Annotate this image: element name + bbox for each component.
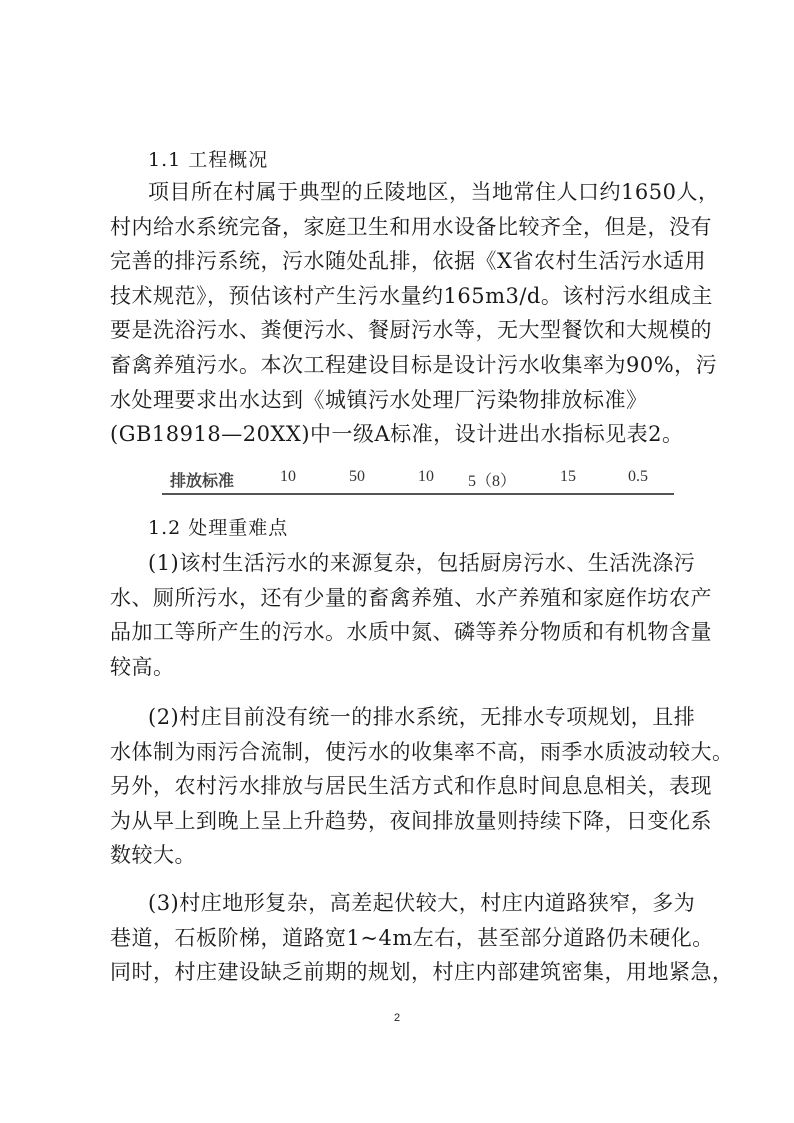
page-number: 2: [393, 1012, 401, 1024]
text-line: (GB18918—20XX)中一级A标准，设计进出水指标见表2。: [110, 422, 684, 447]
text-line: 项目所在村属于典型的丘陵地区，当地常住人口约1650人，: [148, 180, 720, 204]
text-line: 水体制为雨污合流制，使污水的收集率不高，雨季水质波动较大。: [110, 739, 734, 764]
table-cell: 10: [418, 468, 434, 485]
text-line: 完善的排污系统，污水随处乱排，依据《X省农村生活污水适用: [110, 249, 706, 274]
text-line: 另外，农村污水排放与居民生活方式和作息时间息息相关，表现: [110, 774, 712, 799]
text-line: 数较大。: [110, 843, 196, 868]
table-cell: 50: [349, 468, 365, 485]
table-cell: 10: [280, 468, 296, 485]
text-line: (1)该村生活污水的来源复杂，包括厨房污水、生活洗涤污: [148, 551, 696, 575]
text-line: 为从早上到晚上呈上升趋势，夜间排放量则持续下降，日变化系: [110, 808, 712, 833]
table-cell: 5（8）: [468, 473, 517, 490]
text-line: 巷道，石板阶梯，道路宽1~4m左右，甚至部分道路仍未硬化。: [110, 925, 714, 950]
text-line: 水、厕所污水，还有少量的畜禽养殖、水产养殖和家庭作坊农产: [110, 585, 712, 610]
table-row-label: 排放标准: [170, 473, 235, 490]
text-line: 畜禽养殖污水。本次工程建设目标是设计污水收集率为90%，污: [110, 352, 718, 377]
text-line: 同时，村庄建设缺乏前期的规划，村庄内部建筑密集，用地紧急，: [110, 960, 734, 985]
difficulty-paragraph-1: [110, 546, 712, 684]
text-line: (3)村庄地形复杂，高差起伏较大，村庄内道路狭窄，多为: [148, 891, 696, 915]
difficulty-paragraph-3: [110, 886, 734, 990]
table-cell: 15: [560, 468, 576, 485]
section-heading-difficulties: 1.2 处理重难点: [148, 517, 289, 539]
text-line: 品加工等所产生的污水。水质中氮、磷等养分物质和有机物含量: [110, 620, 712, 645]
text-line: (2)村庄目前没有统一的排水系统，无排水专项规划，且排: [148, 705, 696, 729]
text-line: 村内给水系统完备，家庭卫生和用水设备比较齐全，但是，没有: [110, 214, 712, 239]
text-line: 要是洗浴污水、粪便污水、餐厨污水等，无大型餐饮和大规模的: [110, 318, 712, 343]
text-line: 水处理要求出水达到《城镇污水处理厂污染物排放标准》: [110, 387, 648, 412]
text-line: 技术规范》，预估该村产生污水量约165m3/d。该村污水组成主: [110, 283, 713, 308]
overview-paragraph: [110, 175, 720, 452]
text-line: 较高。: [110, 654, 175, 679]
emission-standard-table-row: [162, 465, 674, 495]
difficulty-paragraph-2: [110, 700, 734, 873]
section-heading-overview: 1.1 工程概况: [148, 149, 269, 171]
table-cell: 0.5: [628, 468, 648, 485]
